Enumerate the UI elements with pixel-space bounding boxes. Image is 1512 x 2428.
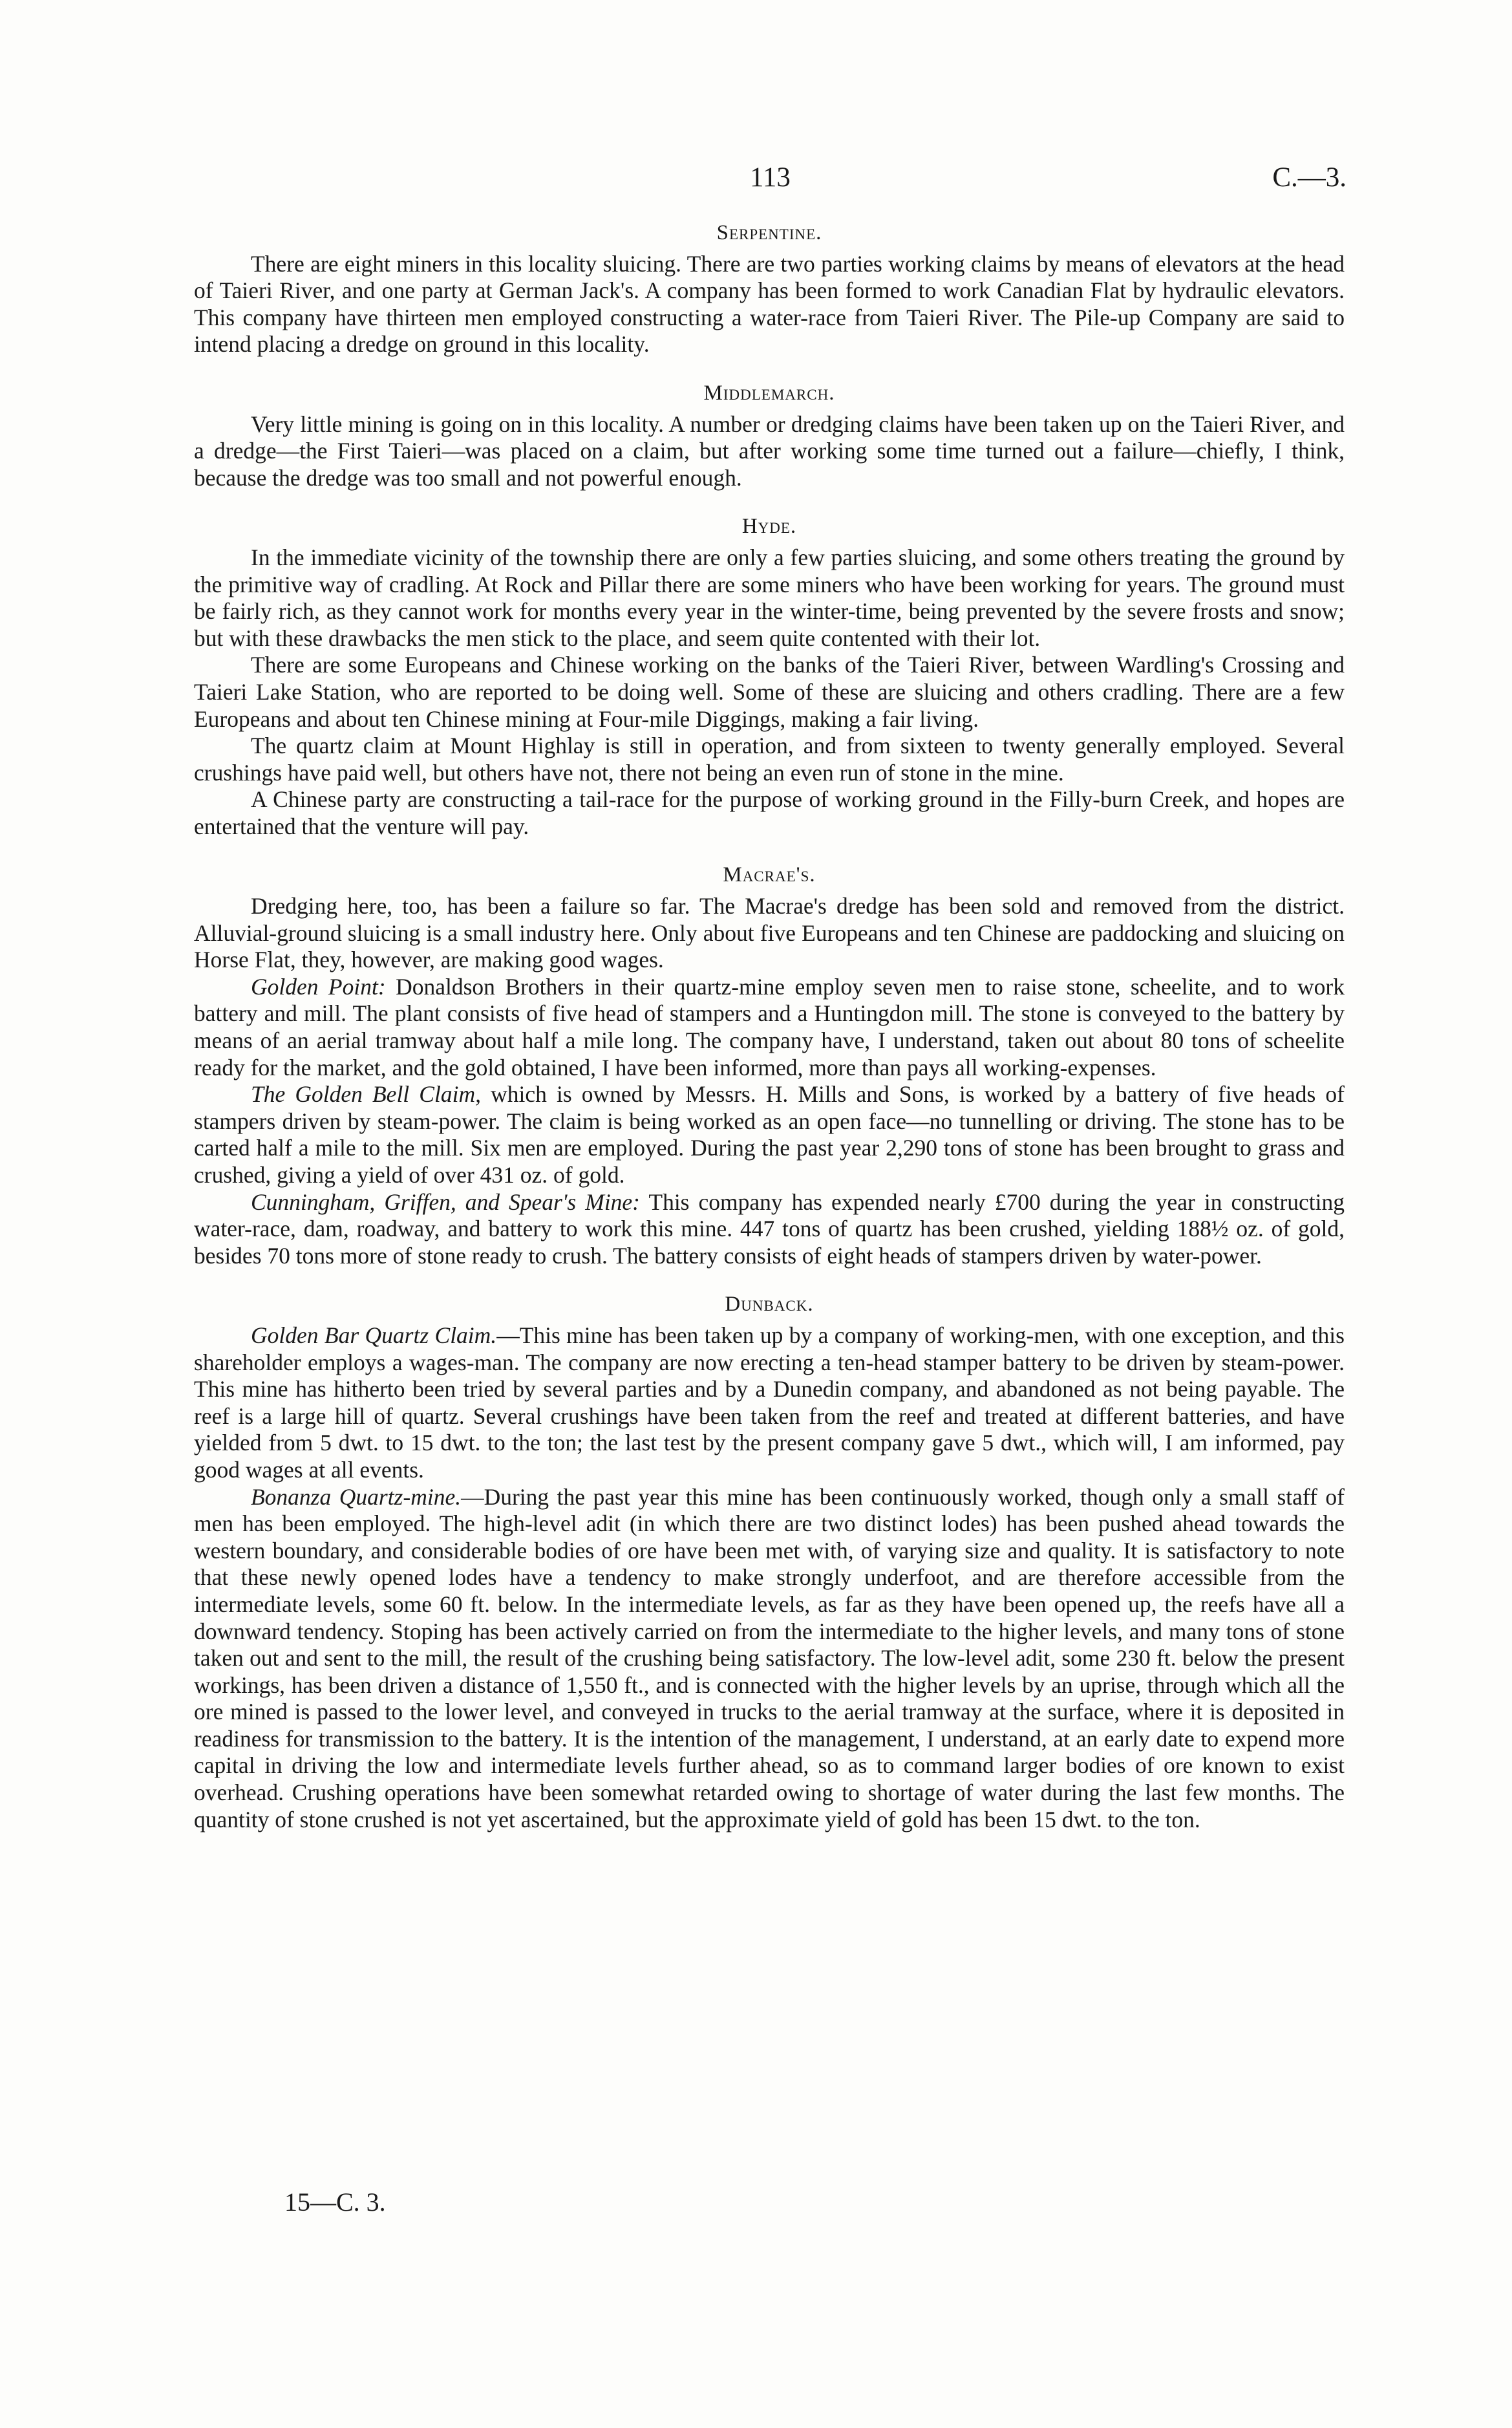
paragraph-text: —This mine has been taken up by a company of working-men, with one exception, and this shareholder employs a wages-man. The company are now erecting a ten-head stamper battery to be driven by steam-power. This mine has hitherto been tried by several parties and by a Dunedin company, and abandoned as not being payable. The reef is a large hill of quartz. Several crushings have been taken from the reef and treated at different batteries, and have yielded from 5 dwt. to 15 dwt. to the ton; the last test by the present company gave 5 dwt., which will, I am informed, pay good wages at all events. (194, 1322, 1345, 1483)
paragraph (194, 974, 1345, 1081)
section-title: Middlemarch. (703, 381, 835, 405)
paragraph-text: This company has expended nearly £700 during the year in constructing water-race, dam, roadway, and battery to work this mine. 447 tons of quartz has been crushed, yielding 188½ oz. of gold, besides 70 tons more of stone ready to crush. The battery consists of eight heads of stampers driven by water-power. (194, 1188, 1345, 1269)
paragraph: In the immediate vicinity of the township there are only a few parties sluicing, and some others treating the ground by the primitive way of cradling. At Rock and Pillar there are some miners who have been working for years. The ground must be fairly rich, as they cannot work for months every year in the winter-time, being prevented by the severe frosts and snow; but with these drawbacks the men stick to the place, and seem quite contented with their lot. (194, 544, 1345, 651)
section-dunback (194, 1291, 1345, 1833)
paragraph-lead: Golden Point: (251, 973, 386, 1000)
sheet-signature: 15—C. 3. (284, 2187, 386, 2217)
paragraph (194, 1484, 1345, 1834)
paragraph: Dredging here, too, has been a failure so far. The Macrae's dredge has been sold and removed from the district. Alluvial-ground sluicing is a small industry here. Only about five Europeans and ten Chinese are paddocking and sluicing on Horse Flat, they, however, are making good wages. (194, 893, 1345, 973)
section-macraes (194, 862, 1345, 1269)
section-title: Dunback. (725, 1293, 814, 1316)
document-reference: C.—3. (1272, 162, 1347, 193)
paragraph-lead: Bonanza Quartz-mine. (251, 1483, 462, 1510)
section-hyde (194, 513, 1345, 840)
paragraph-text: —During the past year this mine has been continuously worked, though only a small staff of men has been employed. The high-level adit (in which there are two distinct lodes) has been pushed ahead towards the western boundary, and considerable bodies of ore have been met with, of varying size and quality. It is satisfactory to note that these newly opened lodes have a tendency to make strongly underfoot, and are therefore accessible from the intermediate levels, some 60 ft. below. In the intermediate levels, as far as they have been opened up, the reefs have all a downward tendency. Stoping has been actively carried on from the intermediate to the higher levels, and many tons of stone taken out and sent to the mill, the result of the crushing being satisfactory. The low-level adit, some 230 ft. below the present workings, has been driven a distance of 1,550 ft., and is connected with the higher levels by an uprise, through which all the ore mined is passed to the lower level, and conveyed in trucks to the aerial tramway at the surface, where it is deposited in readiness for transmission to the battery. It is the intention of the management, I understand, at an early date to expend more capital in driving the low and intermediate levels further ahead, so as to command larger bodies of ore known to exist overhead. Crushing operations have been somewhat retarded owing to shortage of water during the last few months. The quantity of stone crushed is not yet ascertained, but the approximate yield of gold has been 15 dwt. to the ton. (194, 1483, 1345, 1832)
report-body (194, 220, 1345, 1855)
paragraph-lead: Cunningham, Griffen, and Spear's Mine: (251, 1188, 641, 1215)
section-title: Serpentine. (716, 221, 822, 244)
paragraph: The quartz claim at Mount Highlay is still in operation, and from sixteen to twenty generally employed. Several crushings have paid well, but others have not, there not being an even run of stone in the mine. (194, 733, 1345, 786)
section-serpentine (194, 220, 1345, 358)
paragraph: There are eight miners in this locality sluicing. There are two parties working claims by means of elevators at the head of Taieri River, and one party at German Jack's. A company has been formed to work Canadian Flat by hydraulic elevators. This company have thirteen men employed constructing a water-race from Taieri River. The Pile-up Company are said to intend placing a dredge on ground in this locality. (194, 250, 1345, 358)
paragraph: There are some Europeans and Chinese working on the banks of the Taieri River, between Wardling's Crossing and Taieri Lake Station, who are reported to be doing well. Some of these are sluicing and others cradling. There are a few Europeans and about ten Chinese mining at Four-mile Diggings, making a fair living. (194, 652, 1345, 732)
paragraph (194, 1322, 1345, 1484)
paragraph-lead: The Golden Bell Claim, (251, 1081, 481, 1108)
page-header (0, 162, 1512, 207)
paragraph: Very little mining is going on in this locality. A number or dredging claims have been taken up on the Taieri River, and a dredge—the First Taieri—was placed on a claim, but after working some time turned out a failure—chiefly, I think, because the dredge was too small and not powerful enough. (194, 411, 1345, 491)
section-middlemarch (194, 380, 1345, 491)
section-title: Hyde. (741, 515, 797, 539)
page-number: 113 (750, 162, 791, 193)
section-title: Macrae's. (723, 863, 816, 887)
paragraph-text: Donaldson Brothers in their quartz-mine employ seven men to raise stone, scheelite, and to work battery and mill. The plant consists of five head of stampers and a Huntingdon mill. The stone is conveyed to the battery by means of an aerial tramway about half a mile long. The company have, I understand, taken out about 80 tons of scheelite ready for the market, and the gold obtained, I have been informed, more than pays all working-expenses. (194, 973, 1345, 1080)
paragraph (194, 1189, 1345, 1270)
paragraph-text: which is owned by Messrs. H. Mills and Sons, is worked by a battery of five heads of stampers driven by steam-power. The claim is being worked as an open face—no tunnelling or driving. The stone has to be carted half a mile to the mill. Six men are employed. During the past year 2,290 tons of stone has been brought to grass and crushed, giving a yield of over 431 oz. of gold. (194, 1081, 1345, 1188)
paragraph-lead: Golden Bar Quartz Claim. (251, 1322, 497, 1348)
paragraph: A Chinese party are constructing a tail-race for the purpose of working ground in the Filly-burn Creek, and hopes are entertained that the venture will pay. (194, 786, 1345, 839)
paragraph (194, 1081, 1345, 1188)
